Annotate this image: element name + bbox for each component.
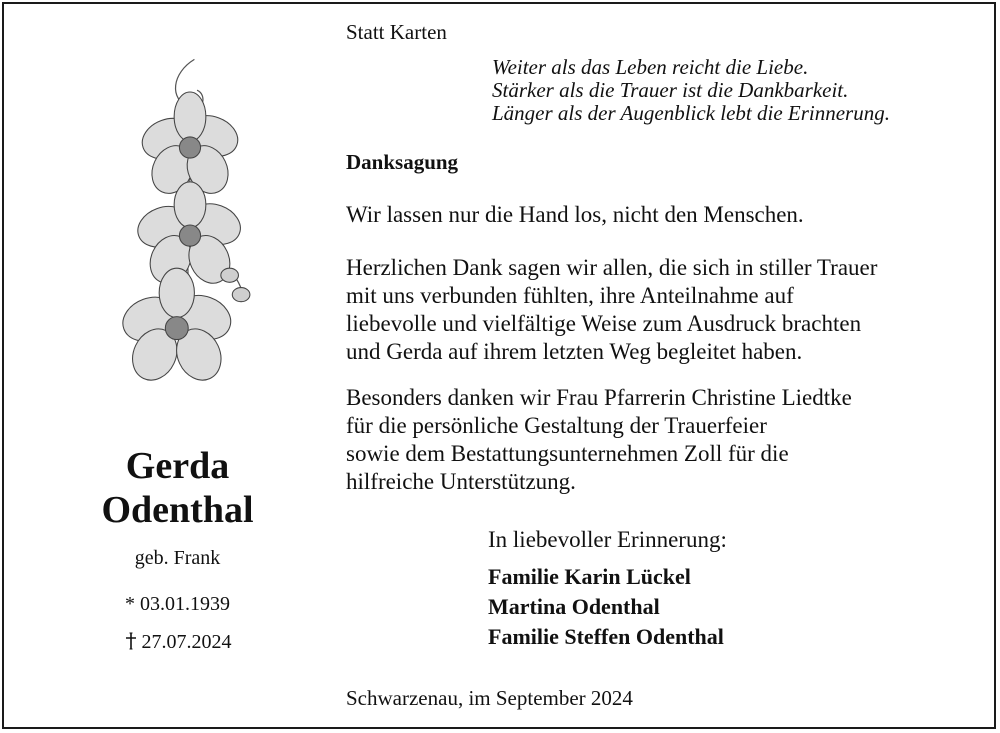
motto-line: Länger als der Augenblick lebt die Erinnerung. <box>492 101 890 125</box>
motto-line: Weiter als das Leben reicht die Liebe. <box>492 55 809 79</box>
paragraph-line: mit uns verbunden fühlten, ihre Anteilnahme auf <box>346 283 794 308</box>
death-date-line <box>0 630 355 654</box>
paragraph-line: liebevolle und vielfältige Weise zum Ausdruck brachten <box>346 311 862 336</box>
paragraph-line: und Gerda auf ihrem letzten Weg begleitet haben. <box>346 339 803 364</box>
deceased-first-name: Gerda <box>125 445 230 487</box>
family-name: Familie Steffen Odenthal <box>488 624 724 649</box>
death-date: 27.07.2024 <box>141 631 232 653</box>
paragraph-2 <box>346 254 877 366</box>
paragraph-line: sowie dem Bestattungsunternehmen Zoll für die <box>346 441 789 466</box>
deceased-last-name: Odenthal <box>101 489 254 531</box>
paragraph-line: Besonders danken wir Frau Pfarrerin Christine Liedtke <box>346 385 852 410</box>
motto-line: Stärker als die Trauer ist die Dankbarkeit. <box>492 78 849 102</box>
heading-danksagung: Danksagung <box>346 150 459 174</box>
paragraph-3 <box>346 384 852 496</box>
statt-karten: Statt Karten <box>346 20 447 44</box>
signoff-intro: In liebevoller Erinnerung: <box>488 527 727 552</box>
family-name: Martina Odenthal <box>488 594 660 619</box>
birth-date: * 03.01.1939 <box>125 593 230 615</box>
cross-icon <box>124 632 138 650</box>
paragraph-line: Wir lassen nur die Hand los, nicht den Menschen. <box>346 202 804 227</box>
paragraph-1 <box>346 201 804 229</box>
motto-quote <box>492 56 890 125</box>
orchid-illustration <box>110 55 270 425</box>
place-and-date: Schwarzenau, im September 2024 <box>346 686 633 710</box>
family-name: Familie Karin Lückel <box>488 564 691 589</box>
paragraph-line: Herzlichen Dank sagen wir allen, die sich in stiller Trauer <box>346 255 878 280</box>
maiden-name: geb. Frank <box>134 547 221 569</box>
paragraph-line: hilfreiche Unterstützung. <box>346 469 576 494</box>
family-list <box>488 562 724 652</box>
paragraph-line: für die persönliche Gestaltung der Trauerfeier <box>346 413 767 438</box>
